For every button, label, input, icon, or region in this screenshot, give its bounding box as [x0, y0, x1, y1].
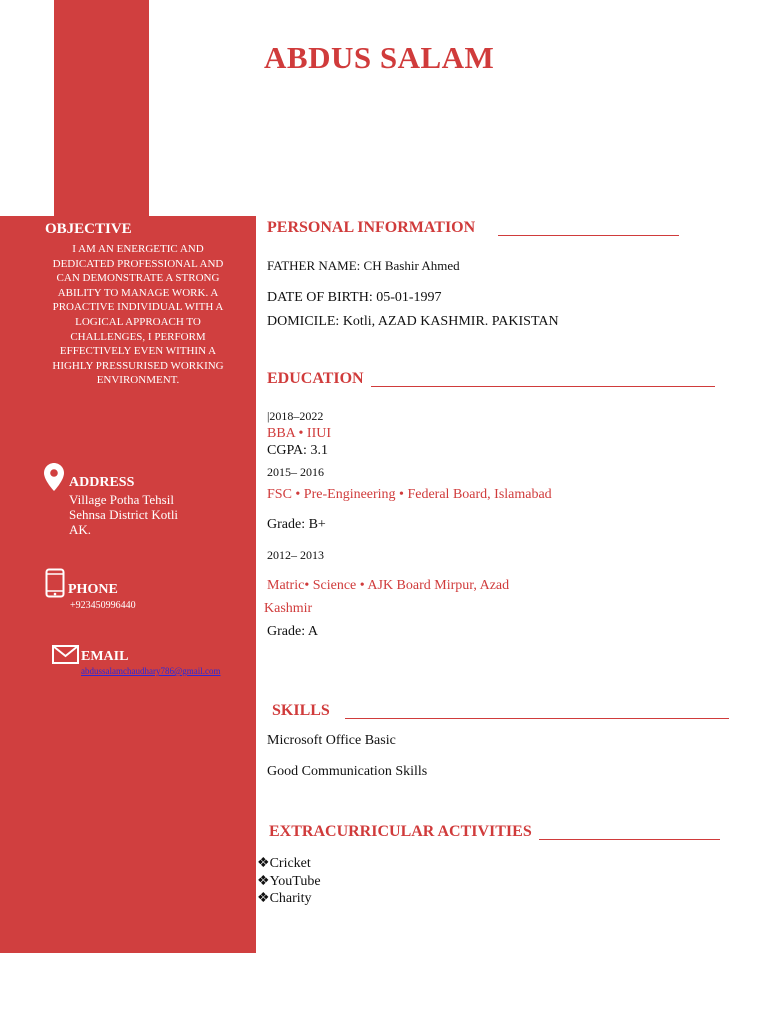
education-degree: Matric• Science • AJK Board Mirpur, Azad	[267, 578, 510, 593]
objective-line: HIGHLY PRESSURISED WORKING	[52, 359, 224, 372]
diamond-bullet-icon: ❖	[257, 891, 270, 906]
address-text	[69, 492, 178, 537]
address-line: AK.	[69, 522, 92, 537]
address-line: Village Potha Tehsil	[69, 492, 174, 507]
activity-item: ❖Charity	[257, 891, 312, 906]
envelope-icon	[52, 645, 79, 664]
date-of-birth: DATE OF BIRTH: 05-01-1997	[267, 290, 442, 305]
objective-line: CHALLENGES, I PERFORM	[70, 330, 206, 343]
education-degree-continued: Kashmir	[264, 601, 313, 616]
domicile: DOMICILE: Kotli, AZAD KASHMIR. PAKISTAN	[267, 314, 559, 329]
objective-line: LOGICAL APPROACH TO	[75, 315, 201, 328]
skills-heading: SKILLS	[272, 702, 330, 719]
skill-item: Microsoft Office Basic	[267, 733, 396, 748]
objective-line: EFFECTIVELY EVEN WITHIN A	[59, 345, 217, 358]
address-heading: ADDRESS	[69, 475, 135, 490]
education-years: |2018–2022	[267, 409, 324, 423]
phone-heading: PHONE	[68, 582, 118, 597]
education-grade: CGPA: 3.1	[267, 443, 328, 458]
email-heading: EMAIL	[81, 649, 129, 664]
activity-item: ❖Cricket	[257, 856, 311, 871]
location-pin-icon	[44, 463, 64, 491]
section-rule	[539, 839, 720, 840]
objective-line: CAN DEMONSTRATE A STRONG	[56, 272, 220, 285]
education-grade: Grade: A	[267, 624, 318, 639]
candidate-name: ABDUS SALAM	[264, 40, 495, 75]
skill-item: Good Communication Skills	[267, 764, 428, 779]
objective-line: ENVIRONMENT.	[96, 374, 180, 387]
objective-line: PROACTIVE INDIVIDUAL WITH A	[52, 301, 224, 314]
diamond-bullet-icon: ❖	[257, 856, 270, 871]
education-years: 2015– 2016	[267, 465, 324, 479]
section-rule	[498, 235, 679, 236]
address-line: Sehnsa District Kotli	[69, 507, 179, 522]
education-heading: EDUCATION	[267, 370, 364, 387]
email-link[interactable]: abdussalamchaudhary786@gmail.com	[81, 666, 221, 676]
objective-line: I AM AN ENERGETIC AND	[72, 243, 204, 255]
top-accent-band	[54, 0, 149, 218]
education-grade: Grade: B+	[267, 517, 326, 532]
diamond-bullet-icon: ❖	[257, 874, 270, 889]
objective-line: ABILITY TO MANAGE WORK. A	[57, 286, 219, 299]
section-rule	[345, 718, 729, 719]
personal-info-heading: PERSONAL INFORMATION	[267, 219, 476, 236]
mobile-phone-icon	[45, 568, 65, 598]
education-degree: FSC • Pre-Engineering • Federal Board, Islamabad	[267, 487, 552, 502]
objective-line: DEDICATED PROFESSIONAL AND	[52, 257, 224, 270]
education-years: 2012– 2013	[267, 548, 324, 562]
objective-text	[42, 242, 234, 388]
father-name: FATHER NAME: CH Bashir Ahmed	[267, 258, 460, 273]
activities-heading: EXTRACURRICULAR ACTIVITIES	[269, 823, 532, 840]
objective-heading: OBJECTIVE	[45, 221, 132, 237]
education-degree: BBA • IIUI	[267, 426, 332, 441]
activity-item: ❖YouTube	[257, 874, 321, 889]
phone-number: +923450996440	[70, 600, 136, 611]
section-rule	[371, 386, 715, 387]
